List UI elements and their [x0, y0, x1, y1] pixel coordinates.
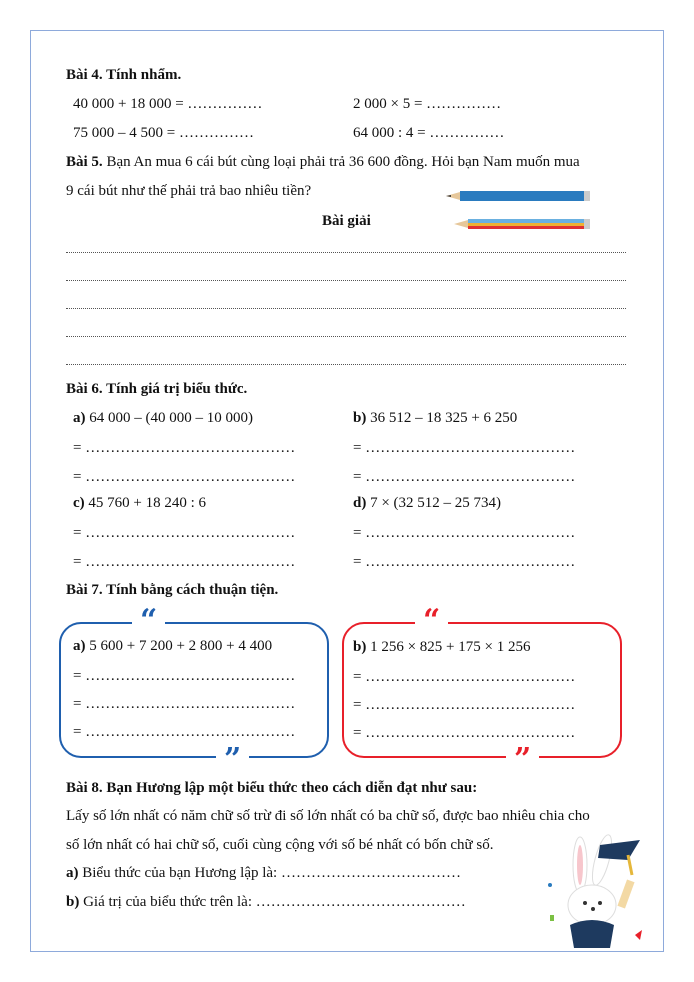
bai7-b: b) 1 256 × 825 + 175 × 1 256: [353, 639, 531, 655]
bai8-line2: số lớn nhất có hai chữ số, cuối cùng cộng với số bé nhất có bốn chữ số.: [66, 837, 494, 853]
bai8-line1: Lấy số lớn nhất có năm chữ số trừ đi số lớn nhất có ba chữ số, được bao nhiêu chia cho: [66, 808, 590, 824]
answer-line[interactable]: = ……………………………………: [353, 725, 576, 741]
bai4-title: Bài 4. Tính nhẩm.: [66, 67, 182, 83]
answer-line[interactable]: = ……………………………………: [353, 554, 576, 570]
answer-line[interactable]: [66, 308, 626, 309]
answer-line[interactable]: = ……………………………………: [353, 440, 576, 456]
answer-line[interactable]: [66, 280, 626, 281]
bai8-title: Bài 8. Bạn Hương lập một biểu thức theo cách diễn đạt như sau:: [66, 780, 478, 796]
answer-line[interactable]: = ……………………………………: [353, 669, 576, 685]
bai6-a: a) 64 000 – (40 000 – 10 000): [73, 410, 253, 426]
bai6-d: d) 7 × (32 512 – 25 734): [353, 495, 502, 511]
answer-line[interactable]: [66, 252, 626, 253]
answer-line[interactable]: = ……………………………………: [73, 525, 296, 541]
close-quote-icon: ”: [216, 748, 249, 772]
answer-line[interactable]: = ……………………………………: [73, 668, 296, 684]
bai5-line1: Bài 5. Bạn An mua 6 cái bút cùng loại phải trả 36 600 đồng. Hỏi bạn Nam muốn mua: [66, 154, 580, 170]
bai4-item: 40 000 + 18 000 = ……………: [73, 96, 263, 112]
bai7-a: a) 5 600 + 7 200 + 2 800 + 4 400: [73, 638, 273, 654]
graduate-bunny-image: [540, 830, 650, 955]
answer-line[interactable]: [66, 336, 626, 337]
answer-line[interactable]: = ……………………………………: [73, 696, 296, 712]
answer-line[interactable]: = ……………………………………: [73, 440, 296, 456]
bai6-c: c) 45 760 + 18 240 : 6: [73, 495, 207, 511]
open-quote-icon: “: [415, 609, 448, 633]
bai4-item: 64 000 : 4 = ……………: [353, 125, 505, 141]
answer-line[interactable]: = ……………………………………: [353, 525, 576, 541]
pencils-image: [446, 188, 592, 234]
answer-line[interactable]: [66, 364, 626, 365]
answer-line[interactable]: = ……………………………………: [353, 469, 576, 485]
solution-heading: Bài giải: [322, 213, 371, 229]
bai6-title: Bài 6. Tính giá trị biểu thức.: [66, 381, 248, 397]
open-quote-icon: “: [132, 609, 165, 633]
bai4-item: 75 000 – 4 500 = ……………: [73, 125, 254, 141]
close-quote-icon: ”: [506, 748, 539, 772]
bai8-b: b) Giá trị của biểu thức trên là: ……………………………………: [66, 894, 466, 910]
answer-line[interactable]: = ……………………………………: [353, 697, 576, 713]
bai6-b: b) 36 512 – 18 325 + 6 250: [353, 410, 518, 426]
bai4-item: 2 000 × 5 = ……………: [353, 96, 502, 112]
answer-line[interactable]: = ……………………………………: [73, 724, 296, 740]
answer-line[interactable]: = ……………………………………: [73, 469, 296, 485]
bai5-line2: 9 cái bút như thế phải trả bao nhiêu tiền?: [66, 183, 312, 199]
bai7-title: Bài 7. Tính bằng cách thuận tiện.: [66, 582, 279, 598]
bai8-a: a) Biểu thức của bạn Hương lập là: ………………………………: [66, 865, 461, 881]
answer-line[interactable]: = ……………………………………: [73, 554, 296, 570]
